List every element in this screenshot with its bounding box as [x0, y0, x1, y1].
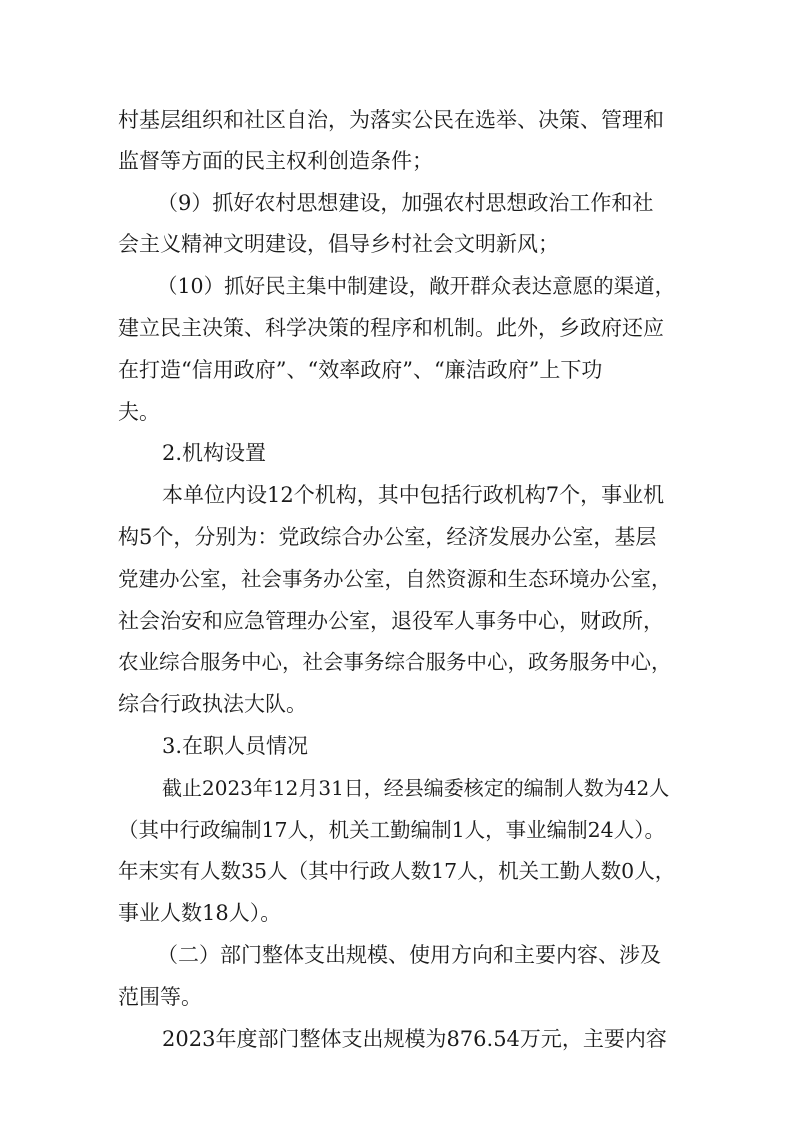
text-line: （其中行政编制17人，机关工勤编制1人，事业编制24人）。: [118, 818, 665, 842]
text-line: 在打造“信用政府”、“效率政府”、“廉洁政府”上下功: [118, 358, 603, 382]
text-line: 构5个，分别为：党政综合办公室，经济发展办公室，基层: [118, 525, 657, 549]
text-line: 2023年度部门整体支出规模为876.54万元，主要内容: [162, 1027, 667, 1051]
text-line: 社会治安和应急管理办公室，退役军人事务中心，财政所，: [118, 609, 664, 633]
text-line: 事业人数18人）。: [118, 901, 282, 925]
text-line: 建立民主决策、科学决策的程序和机制。此外，乡政府还应: [118, 316, 664, 340]
text-line: 范围等。: [118, 985, 202, 1009]
text-line: 截止2023年12月31日，经县编委核定的编制人数为42人: [162, 776, 670, 800]
text-line: 本单位内设12个机构，其中包括行政机构7个，事业机: [162, 483, 665, 507]
text-line: 夫。: [118, 400, 160, 424]
section-heading: 3.在职人员情况: [162, 734, 309, 758]
text-line: 监督等方面的民主权利创造条件；: [118, 149, 433, 173]
text-line: 党建办公室，社会事务办公室，自然资源和生态环境办公室，: [118, 567, 672, 591]
text-line: 农业综合服务中心，社会事务综合服务中心，政务服务中心，: [118, 650, 672, 674]
text-line: 村基层组织和社区自治，为落实公民在选举、决策、管理和: [118, 108, 664, 132]
text-line: 会主义精神文明建设，倡导乡村社会文明新风；: [118, 232, 559, 256]
text-line: （10）抓好民主集中制建设，敞开群众表达意愿的渠道，: [157, 274, 676, 298]
text-line: 年末实有人数35人（其中行政人数17人，机关工勤人数0人，: [118, 859, 676, 883]
text-line: 综合行政执法大队。: [118, 692, 307, 716]
section-heading: （二）部门整体支出规模、使用方向和主要内容、涉及: [157, 943, 661, 967]
text-line: （9）抓好农村思想建设，加强农村思想政治工作和社: [157, 191, 654, 215]
section-heading: 2.机构设置: [162, 441, 267, 465]
